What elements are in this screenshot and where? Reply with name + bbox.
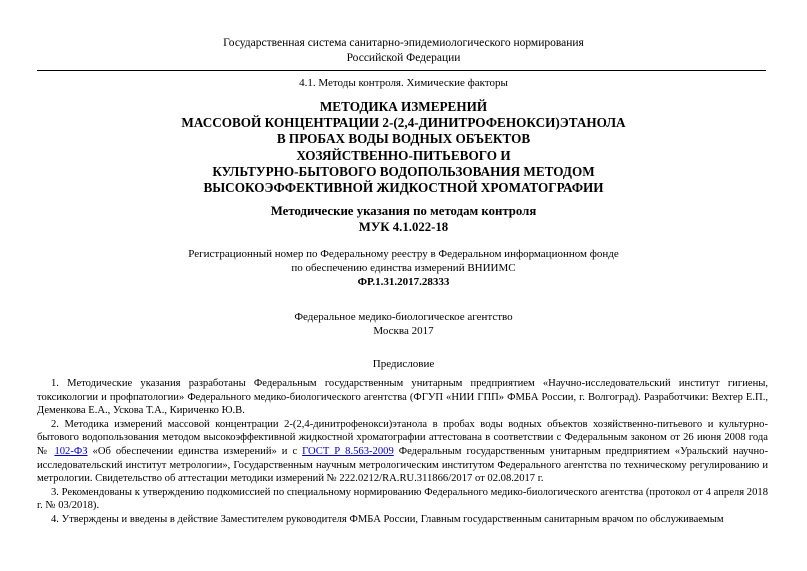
header-divider: [37, 70, 766, 71]
registration-block: [0, 247, 807, 290]
title-line: МАССОВОЙ КОНЦЕНТРАЦИИ 2-(2,4-ДИНИТРОФЕНОКСИ)ЭТАНОЛА: [181, 115, 626, 131]
gost-link[interactable]: ГОСТ Р 8.563-2009: [302, 445, 394, 457]
paragraph-2-text: Федеральным государственным унитарным предприятием «Уральский научно-исследовательский институт метрологии», Государственным научным метрологическим институтом Федерального агентства по техническому регулированию и метрологии. Свидетельство об аттестации методики измерений № 222.0212/RA.RU.311866/2017 от 02.08.2017 г.: [37, 445, 768, 485]
paragraph-4: 4. Утверждены и введены в действие Заместителем руководителя ФМБА России, Главным государственным санитарным врачом по обслуживаемым: [51, 513, 724, 525]
paragraph-2: [37, 418, 768, 486]
preface-body: [37, 377, 768, 527]
agency-name: Федеральное медико-биологическое агентство: [294, 311, 513, 323]
paragraph-1: 1. Методические указания разработаны Федеральным государственным унитарным предприятием «Научно-исследовательский институт гигиены, токсикологии и профпатологии» Федерального медико-биологического агентства (ФГУП «НИИ ГПП» ФМБА России, г. Волгоград). Разработчики: Вехтер Е.П., Деменкова Е.А., Ускова Т.А., Кириченко Ю.В.: [37, 378, 768, 417]
registration-line-2: по обеспечению единства измерений ВНИИМС: [291, 262, 516, 275]
document-title: [0, 99, 807, 196]
header-line-2: Российской Федерации: [346, 52, 461, 64]
preface-title: Предисловие: [372, 358, 435, 370]
title-line: В ПРОБАХ ВОДЫ ВОДНЫХ ОБЪЕКТОВ: [276, 131, 531, 147]
paragraph-2-text: 2. Методика измерений массовой концентрации 2-(2,4-динитрофенокси)этанола в пробах воды водных объектов хозяйственно-питьевого и культурно-бытового водопользования методом высокоэффективной жидкостной хроматографии аттестована в соответствии с Федеральным законом от 26 июня 2008 года №: [37, 418, 768, 457]
paragraph-3: 3. Рекомендованы к утверждению подкомиссией по специальному нормированию Федерального медико-биологического агентства (протокол от 4 апреля 2018 г. № 03/2018).: [37, 486, 768, 512]
title-line: ВЫСОКОЭФФЕКТИВНОЙ ЖИДКОСТНОЙ ХРОМАТОГРАФИИ: [203, 180, 604, 196]
document-subtitle: [0, 203, 807, 235]
document-code: МУК 4.1.022-18: [358, 220, 449, 234]
law-102-fz-link[interactable]: 102-ФЗ: [54, 445, 88, 457]
registration-number: ФР.1.31.2017.28333: [357, 276, 450, 289]
document-header: [0, 36, 807, 66]
city-year: Москва 2017: [373, 325, 434, 338]
section-label: 4.1. Методы контроля. Химические факторы: [299, 77, 508, 89]
title-line: МЕТОДИКА ИЗМЕРЕНИЙ: [319, 99, 488, 114]
title-line: КУЛЬТУРНО-БЫТОВОГО ВОДОПОЛЬЗОВАНИЯ МЕТОДОМ: [212, 163, 595, 179]
subtitle-line-1: Методические указания по методам контроля: [270, 204, 537, 218]
header-line-1: Государственная система санитарно-эпидемиологического нормирования: [223, 37, 584, 49]
paragraph-2-text: «Об обеспечении единства измерений» и с: [87, 445, 303, 457]
title-line: ХОЗЯЙСТВЕННО-ПИТЬЕВОГО И: [296, 147, 511, 163]
agency-block: [0, 310, 807, 338]
registration-line-1: Регистрационный номер по Федеральному реестру в Федеральном информационном фонде: [188, 248, 619, 260]
